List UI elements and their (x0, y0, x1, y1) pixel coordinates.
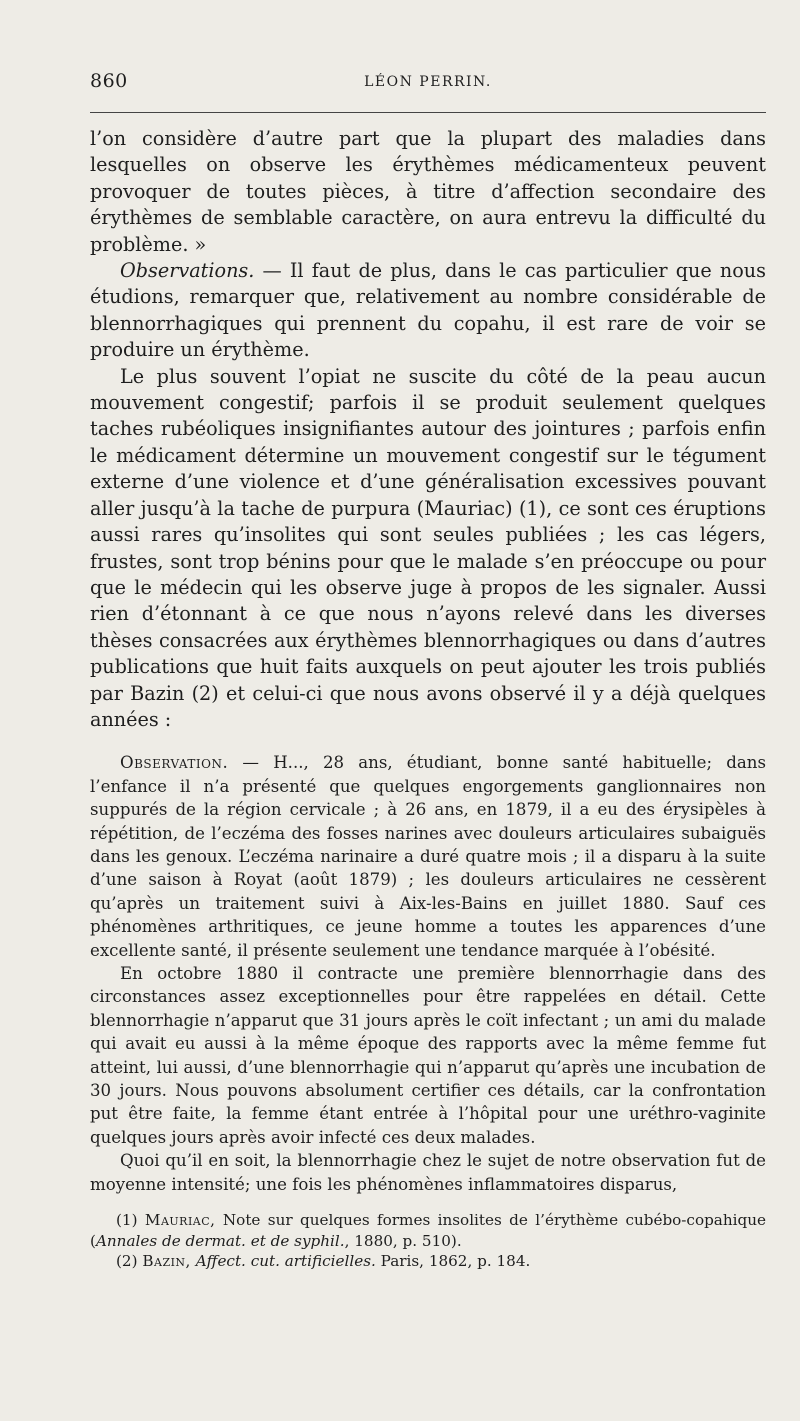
footnote-title: Annales de dermat. et de syphil. (95, 1231, 345, 1250)
running-title: LÉON PERRIN. (364, 74, 492, 90)
text-body (90, 126, 766, 1272)
footnote-mark: (2) (116, 1252, 143, 1271)
footnotes (90, 1210, 766, 1272)
paragraph (90, 962, 766, 1149)
page-number: 860 (90, 70, 128, 92)
page-header (90, 70, 766, 100)
paragraph (90, 751, 766, 962)
paragraph-text: l’on considère d’autre part que la plupart des maladies dans lesquelles on observe les érythèmes médicamenteux peuvent provoquer de toutes pièces, à titre d’affection secondaire des érythèmes de semblable caractère, on aura entrevu la difficulté du problème. » (90, 127, 766, 256)
paragraph (90, 126, 766, 258)
paragraph-text: — Il faut de plus, dans le cas particulier que nous étudions, remarquer que, relativement au nombre considérable de blennorrhagiques qui prennent du copahu, il est rare de voir se produire un érythème. (90, 259, 766, 362)
observation-lead: Observation. (120, 753, 229, 773)
paragraph-text: En octobre 1880 il contracte une première blennorrhagie dans des circonstances assez exceptionnelles pour être rappelées en détail. Cette blennorrhagie n’apparut que 31 jours après le coït infectant ; un ami du malade qui avait eu aussi à la même époque des rapports avec la même femme fut atteint, lui aussi, d’une blennorrhagie qui n’apparut qu’après une incubation de 30 jours. Nous pouvons absolument certifier ces détails, car la confrontation put être faite, la femme étant entrée à l’hôpital pour une uréthro-vaginite quelques jours après avoir infecté ces deux malades. (90, 964, 766, 1147)
paragraph-text: Le plus souvent l’opiat ne suscite du côté de la peau aucun mouvement congestif; parfois il se produit seulement quelques taches rubéoliques insignifiantes autour des jointures ; parfois enfin le médicament détermine un mouvement congestif sur le tégument externe d’une violence et d’une généralisation excessives pouvant aller jusqu’à la tache de purpura (Mauriac) (1), ce sont ces éruptions aussi rares qu’insolites qui sont seules publiées ; les cas légers, frustes, sont trop bénins pour que le malade s’en préoccupe ou pour que le médecin qui les observe juge à propos de les signaler. Aussi rien d’étonnant à ce que nous n’ayons relevé dans les diverses thèses consacrées aux érythèmes blennorrhagiques ou dans d’autres publications que huit faits auxquels on peut ajouter les trois publiés par Bazin (2) et celui-ci que nous avons observé il y a déjà quelques années : (90, 364, 766, 731)
section-lead: Observations. (120, 259, 255, 283)
paragraph (90, 364, 766, 734)
header-rule (90, 112, 766, 113)
footnote-text: Note sur quelques formes insolites de l’érythème cubébo-copahique ( (90, 1211, 766, 1250)
footnote-title: Affect. cut. artificielles. (195, 1252, 376, 1271)
footnote (90, 1251, 766, 1272)
paragraph-text: — H..., 28 ans, étudiant, bonne santé habituelle; dans l’enfance il n’a présenté que quelques engorgements ganglionnaires non suppurés de la région cervicale ; à 26 ans, en 1879, il a eu des érysipèles à répétition, de l’eczéma des fosses narines avec douleurs articulaires subaiguës dans les genoux. L’eczéma narinaire a duré quatre mois ; il a disparu à la suite d’une saison à Royat (août 1879) ; les douleurs articulaires ne cessèrent qu’après un traitement suivi à Aix-les-Bains en juillet 1880. Sauf ces phénomènes arthritiques, ce jeune homme a toutes les apparences d’une excellente santé, il présente seulement une tendance marquée à l’obésité. (90, 753, 766, 960)
paragraph-text: Quoi qu’il en soit, la blennorrhagie chez le sujet de notre observation fut de moyenne intensité; une fois les phénomènes inflammatoires disparus, (90, 1151, 766, 1194)
footnote-mark: (1) (116, 1211, 145, 1230)
footnote-text: Paris, 1862, p. 184. (375, 1252, 531, 1271)
footnote-author: Bazin, (142, 1252, 191, 1271)
footnote (90, 1210, 766, 1251)
paragraph (90, 1149, 766, 1196)
paragraph (90, 258, 766, 364)
main-text (90, 126, 766, 733)
observation-text (90, 751, 766, 1196)
footnote-author: Mauriac, (144, 1211, 216, 1230)
footnote-text: , 1880, p. 510). (344, 1231, 462, 1250)
